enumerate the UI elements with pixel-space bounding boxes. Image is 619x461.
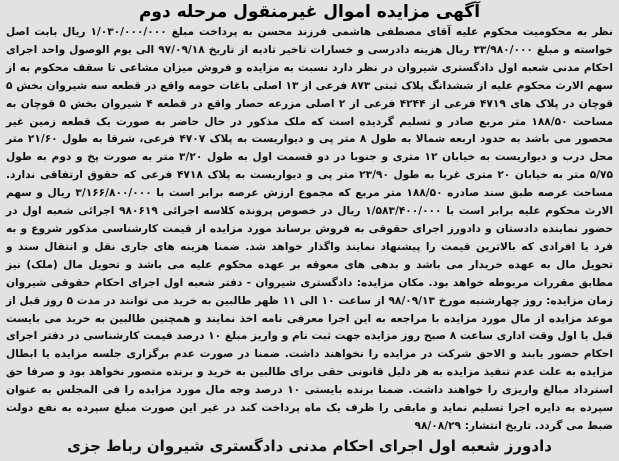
notice-title: آگهی مزایده اموال غیرمنقول مرحله دوم [138, 2, 481, 22]
notice-signature: دادورز شعبه اول اجرای احکام مدنی دادگستری شیروان رباط جزی [67, 437, 552, 455]
notice-body: نظر به محکومیت محکوم علیه آقای مصطفی هاشمی فرزند محسن به پرداخت مبلغ ۱/۰۳۰/۰۰۰/۰۰۰ ریال بابت اصل خواسته و مبلغ ۳۳/۹۸۰/۰۰۰ ریال هزینه دادرسی و خسارات تاخیر تادیه از تاریخ ۹۷/۰۹/۱۸ الی یوم الوصول واحد اجرای احکام مدنی شعبه اول دادگستری شیروان در نظر دارد نسبت به مزایده و فروش میزان مشاعی تا سقف محکوم به از سهم الارث محکوم علیه از ششدانگ پلاک ثبتی ۸۷۳ فرعی از ۱۳ اصلی باغات حومه واقع در قطعه سه شیروان بخش ۵ قوچان در پلاک های ۴۷۱۹ فرعی از ۴۲۴۴ فرعی از ۲ اصلی مزرعه حصار واقع در قطعه ۴ شیروان بخش ۵ قوچان به مساحت ۱۸۸/۵۰ متر مربع صادر و تسلیم گردیده است که ملک مذکور در حال حاضر به صورت یک قطعه زمین غیر محصور می باشد به حدود اربعه شمالا به طول ۸ متر پی و دیواریست به پلاک ۴۷۰۷ فرعی، شرقا به طول ۲۱/۶۰ متر محل درب و دیواریست به خیابان ۱۲ متری و جنوبا در دو قسمت اول به طول ۳/۲۰ متر به صورت پخ و دوم به طول ۵/۷۵ متر به خیابان ۲۰ متری غربا به طول ۲۳/۹۰ متر پی و دیواریست به پلاک ۴۷۱۸ فرعی که حقوق ارتفاقی ندارد. مساحت عرصه طبق سند صادره ۱۸۸/۵۰ متر مربع که مجموع ارزش عرصه برابر است با ۳/۱۶۶/۸۰۰/۰۰۰ ریال و سهم الارث محکوم علیه برابر است با ۱/۵۸۳/۴۰۰/۰۰۰ ریال در خصوص پرونده کلاسه اجرائی ۹۸۰۶۱۹ اجرائی شعبه اول در حضور نماینده دادستان و دادورز اجرای حقوقی به فروش برساند مورد مزایده از قیمت کارشناسی مذکور شروع و به فرد یا افرادی که بالاترین قیمت را پیشنهاد نمایند واگذار خواهد شد. ضمنا هزینه های جاری نقل و انتقال سند و تحویل مال به عهده خریدار می باشد و بدهی های معوقه بر عهده محکوم علیه می باشد و تحویل مال (ملک) نیز مطابق مقررات مربوطه خواهد بود. مکان مزایده: دادگستری شیروان - دفتر شعبه اول اجرای احکام حقوقی شیروان زمان مزایده: روز چهارشنبه مورخ ۹۸/۰۹/۱۳ از ساعت ۱۰ الی ۱۱ ظهر طالبین به خرید می توانند در مدت ۵ روز قبل از موعد مزایده از مال مورد مزایده با مراجعه به این اجرا معرفی نامه اخذ نمایند و همچنین طالبین به خرید می بایست قبل یا اول وقت اداری ساعت ۸ صبح روز مزایده جهت ثبت نام و واریز مبلغ ۱۰ درصد قیمت کارشناسی در دفتر اجرای احکام حضور یابند و الاحق شرکت در مزایده را نخواهند داشت. ضمنا در صورت عدم برگزاری جلسه مزایده یا ابطال مزایده به علت عدم تنفیذ مزایده به هر دلیل قانونی حقی برای طالبین به خرید و برنده متصور نخواهد بود و صرفا حق استرداد مبالغ واریزی را خواهند داشت. ضمنا برنده بایستی ۱۰ درصد وجه مال مورد مزایده را فی المجلس به عنوان سپرده به دایره اجرا تسلیم نماید و مابقی را ظرف یک ماه پرداخت کند در غیر این صورت مبلغ سپرده به نفع دولت ضبط می گردد. تاریخ انتشار: ۹۸/۰۸/۲۹ [6, 26, 614, 432]
